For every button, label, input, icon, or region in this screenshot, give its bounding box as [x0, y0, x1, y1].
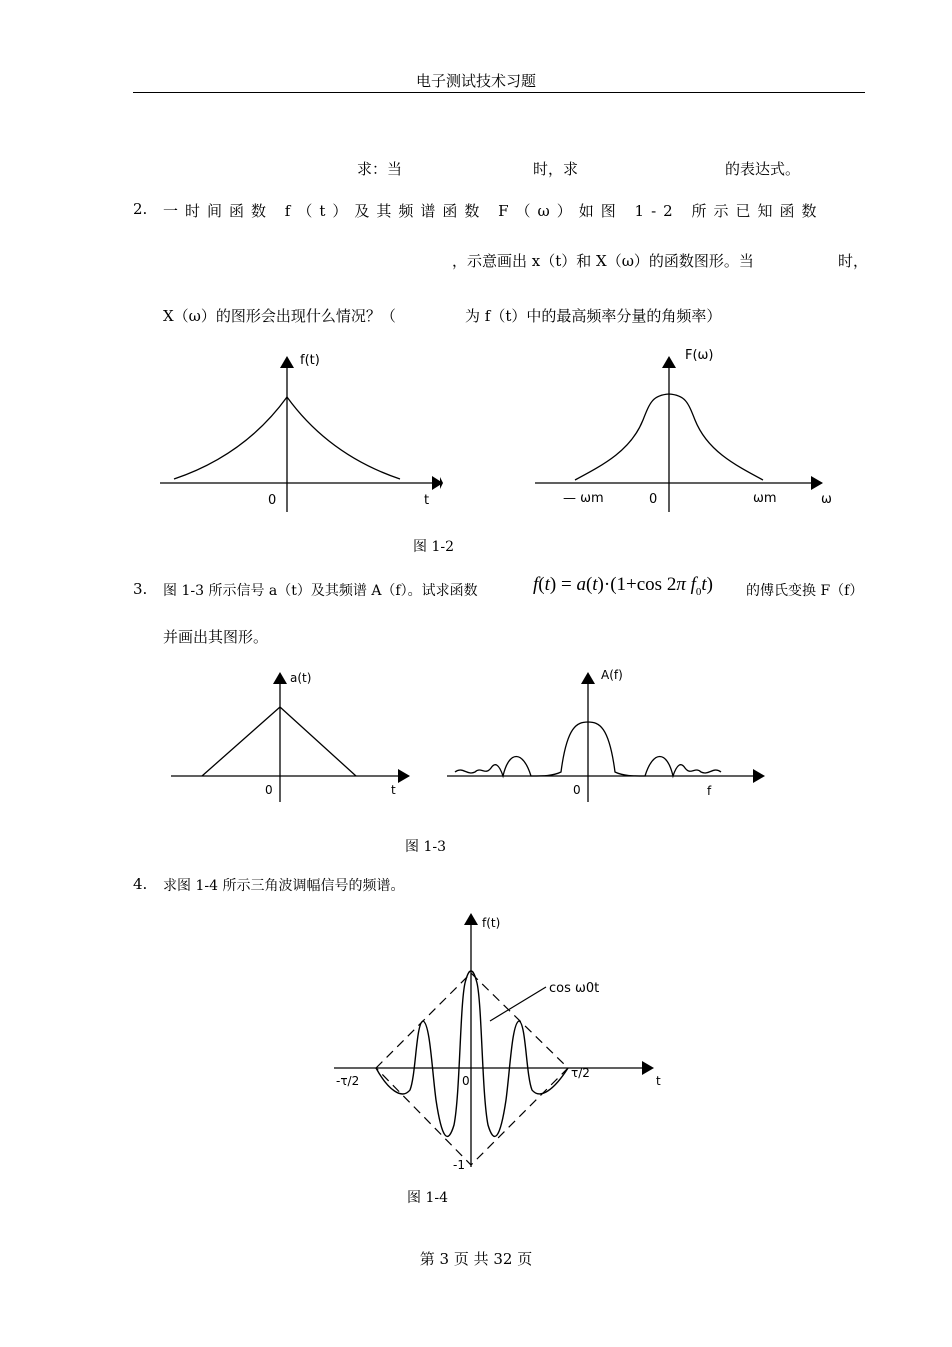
- ylabel: A(f): [601, 668, 623, 682]
- page-header: 电子测试技术习题: [415, 72, 536, 90]
- pos-tau-label: τ/2: [571, 1066, 590, 1080]
- figure-1-2-caption: 图 1-2: [413, 539, 454, 555]
- figure-1-2-left: [150, 340, 450, 520]
- xlabel: t: [656, 1074, 661, 1088]
- y-axis-arrow: [280, 356, 294, 368]
- q4-text: 求图 1-4 所示三角波调幅信号的频谱。: [163, 878, 405, 894]
- header-rule: [133, 92, 865, 93]
- q3-number: 3.: [133, 580, 148, 598]
- neg-omega-m-label: — ωm: [563, 491, 604, 506]
- am-signal: [376, 971, 568, 1136]
- xlabel: f: [707, 784, 712, 798]
- y-axis-arrow: [581, 672, 595, 684]
- figure-1-3-right: [445, 662, 775, 812]
- origin-label: 0: [268, 493, 277, 508]
- formula-text: f(t) = a(t)·(1+cos 2π $f_0t$): [533, 574, 713, 598]
- y-axis-arrow: [464, 913, 478, 925]
- q2-line3a: X（ω）的图形会出现什么情况？（: [163, 307, 396, 325]
- q2-line3b: 为 f（t）中的最高频率分量的角频率）: [465, 307, 722, 325]
- y-axis-arrow: [273, 672, 287, 684]
- x-axis-arrow: [398, 769, 410, 783]
- q3-line1b: 的傅氏变换 F（f）: [746, 583, 864, 599]
- xlabel: ω: [821, 492, 832, 507]
- origin-label: 0: [649, 492, 658, 507]
- figure-1-4-caption: 图 1-4: [407, 1190, 448, 1206]
- omega-m-label: ωm: [753, 491, 777, 506]
- ylabel: F(ω): [685, 348, 714, 363]
- envelope-dashed: [376, 973, 568, 1165]
- xlabel: t: [424, 493, 430, 508]
- line1-text-a: 求：当: [357, 160, 403, 178]
- q2-line2a: ，示意画出 x（t）和 X（ω）的函数图形。当: [452, 252, 754, 270]
- ylabel: f(t): [300, 353, 320, 368]
- page-footer: 第 3 页 共 32 页: [419, 1250, 533, 1268]
- y-axis-arrow: [662, 356, 676, 368]
- origin-label: 0: [265, 783, 273, 797]
- neg-tau-label: -τ/2: [336, 1074, 360, 1088]
- ylabel: a(t): [290, 671, 312, 685]
- q3-line1a: 图 1-3 所示信号 a（t）及其频谱 A（f）。试求函数: [163, 583, 478, 599]
- annotation-leader: [490, 987, 546, 1021]
- q3-formula: [533, 574, 713, 598]
- line1-text-b: 时，求: [533, 160, 579, 178]
- x-axis-arrow: [811, 476, 823, 490]
- ylabel: f(t): [482, 916, 501, 930]
- figure-1-4: [330, 905, 670, 1175]
- xlabel: t: [391, 783, 396, 797]
- y-min-label: -1: [453, 1158, 465, 1172]
- q2-number: 2.: [133, 200, 148, 218]
- x-axis-arrow: [642, 1061, 654, 1075]
- origin-label: 0: [573, 783, 581, 797]
- origin-label: 0: [462, 1074, 470, 1088]
- q2-line2b: 时，: [838, 252, 869, 270]
- line1-text-c: 的表达式。: [725, 160, 801, 178]
- q2-line1: 一时间函数 f（t）及其频谱函数 F（ω）如图 1-2 所示已知函数: [163, 202, 824, 220]
- q4-number: 4.: [133, 875, 148, 893]
- q3-line2: 并画出其图形。: [163, 628, 269, 646]
- figure-1-3-caption: 图 1-3: [405, 839, 446, 855]
- x-axis-arrow: [753, 769, 765, 783]
- figure-1-2-right: [525, 340, 845, 520]
- triangle-signal: [202, 707, 356, 776]
- cos-omega-annotation: cos ω0t: [549, 981, 600, 996]
- figure-1-3-left: [165, 662, 425, 812]
